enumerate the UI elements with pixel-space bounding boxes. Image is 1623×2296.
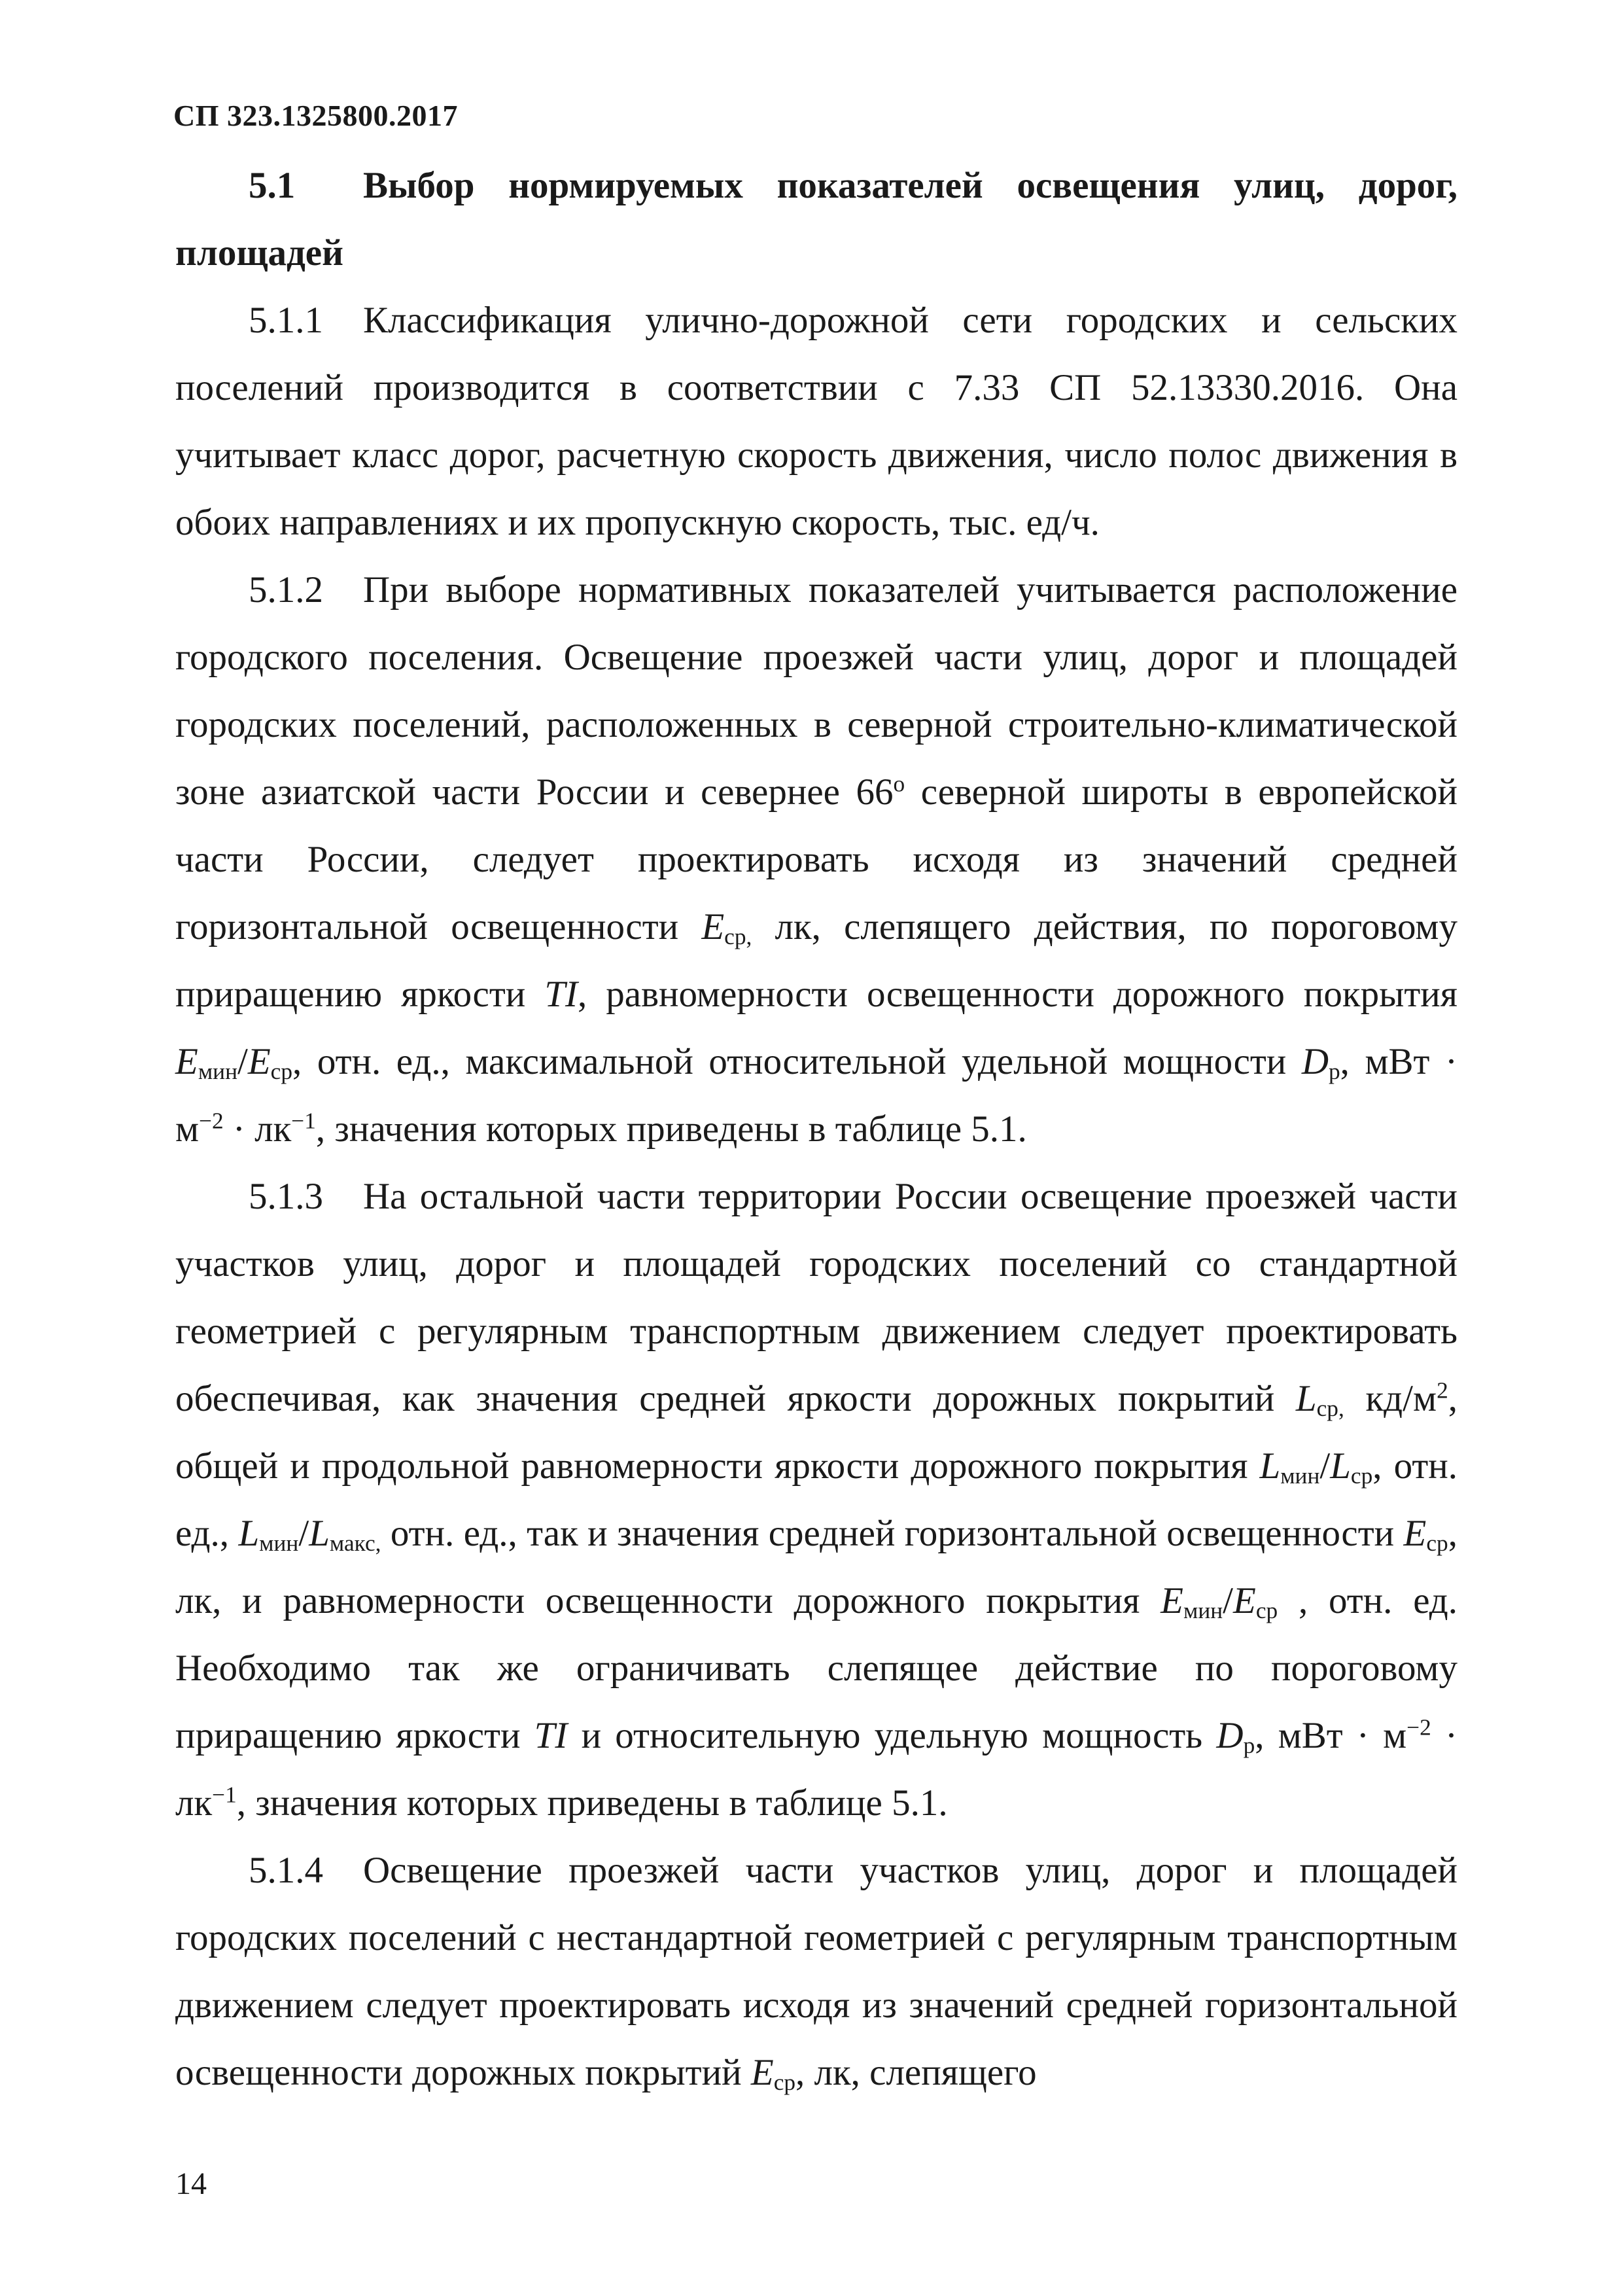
exponent: −2 xyxy=(199,1108,224,1134)
subscript: мин xyxy=(1280,1462,1320,1489)
text-run: , равномерности освещенности дорожного покрытия xyxy=(578,974,1457,1015)
symbol-l: L xyxy=(1295,1378,1317,1419)
page-number: 14 xyxy=(175,2166,207,2201)
subscript: ср xyxy=(1255,1597,1278,1623)
text-run: отн. ед., так и значения средней горизонтальной освещенности xyxy=(381,1513,1404,1554)
subscript: ср, xyxy=(724,923,752,949)
text-run: , мВт · м xyxy=(1255,1715,1407,1756)
page-content xyxy=(175,152,1457,2106)
text-run: , лк, слепящего xyxy=(795,2052,1037,2093)
symbol-d: D xyxy=(1301,1041,1329,1082)
text-run: , отн. ед. Необходимо так же ограничивать слепящее действие по пороговому приращению яркости xyxy=(175,1580,1457,1756)
symbol-e: E xyxy=(1233,1580,1256,1621)
exponent: −1 xyxy=(212,1782,237,1808)
text-run: , значения которых приведены в таблице 5.1. xyxy=(315,1108,1027,1150)
subscript: ср xyxy=(773,2069,796,2095)
section-title: Выбор нормируемых показателей освещения улиц, дорог, площадей xyxy=(175,165,1457,274)
symbol-l: L xyxy=(309,1513,330,1554)
subscript: ср xyxy=(270,1058,293,1084)
symbol-e: E xyxy=(175,1041,198,1082)
paragraph-number: 5.1.4 xyxy=(249,1850,323,1891)
symbol-d: D xyxy=(1216,1715,1244,1756)
symbol-e: E xyxy=(247,1041,271,1082)
symbol-ti: TI xyxy=(544,974,578,1015)
subscript: p xyxy=(1329,1058,1340,1084)
symbol-e: E xyxy=(750,2052,774,2093)
text-run: , отн. ед., xyxy=(175,1445,1457,1554)
subscript: мин xyxy=(198,1058,237,1084)
degree-mark: о xyxy=(893,771,905,797)
subscript: p xyxy=(1243,1732,1255,1758)
subscript: макс, xyxy=(329,1530,381,1556)
slash: / xyxy=(1319,1445,1331,1487)
paragraph-5-1-3 xyxy=(175,1163,1457,1837)
text-run: Освещение проезжей части участков улиц, дорог и площадей городских поселений с нестандартной геометрией с регулярным транспортным движением следует проектировать исходя из значений средней горизонтальной освещенности дорожных покрытий xyxy=(175,1850,1457,2093)
symbol-e: E xyxy=(1161,1580,1183,1621)
symbol-l: L xyxy=(1259,1445,1281,1487)
paragraph-number: 5.1.3 xyxy=(249,1176,323,1217)
text-run: , значения которых приведены в таблице 5.1. xyxy=(236,1782,948,1824)
document-code-header: СП 323.1325800.2017 xyxy=(173,99,458,132)
symbol-l: L xyxy=(1330,1445,1351,1487)
paragraph-number: 5.1.1 xyxy=(249,300,323,341)
subscript: мин xyxy=(1183,1597,1223,1623)
text-run: На остальной части территории России освещение проезжей части участков улиц, дорог и площадей городских поселений со стандартной геометрией с регулярным транспортным движением следует проектировать обеспечивая, как значения средней яркости дорожных покрытий xyxy=(175,1176,1457,1419)
subscript: мин xyxy=(259,1530,299,1556)
text-run: , лк, и равномерности освещенности дорожного покрытия xyxy=(175,1513,1457,1621)
text-run: , общей и продольной равномерности яркости дорожного покрытия xyxy=(175,1378,1457,1487)
text-run: кд/м xyxy=(1344,1378,1437,1419)
section-heading xyxy=(175,152,1457,287)
paragraph-number: 5.1.2 xyxy=(249,569,323,610)
slash: / xyxy=(298,1513,309,1554)
text-run: , отн. ед., максимальной относительной удельной мощности xyxy=(292,1041,1302,1082)
subscript: ср xyxy=(1426,1530,1448,1556)
subscript: ср, xyxy=(1316,1395,1344,1421)
text-run: · лк xyxy=(223,1108,292,1150)
text-run: лк, слепящего действия, по пороговому приращению яркости xyxy=(175,906,1457,1015)
symbol-e: E xyxy=(1403,1513,1427,1554)
paragraph-5-1-1 xyxy=(175,287,1457,556)
symbol-l: L xyxy=(238,1513,260,1554)
slash: / xyxy=(1223,1580,1234,1621)
text-run: и относительную удельную мощность xyxy=(567,1715,1217,1756)
symbol-e: E xyxy=(701,906,725,947)
symbol-ti: TI xyxy=(534,1715,568,1756)
paragraph-5-1-4 xyxy=(175,1837,1457,2106)
section-number: 5.1 xyxy=(249,165,296,206)
paragraph-text: Классификация улично-дорожной сети городских и сельских поселений производится в соответствии с 7.33 СП 52.13330.2016. Она учитывает класс дорог, расчетную скорость движения, число полос движения в обоих направлениях и их пропускную скорость, тыс. ед/ч. xyxy=(175,300,1457,543)
text-run: · лк xyxy=(175,1715,1457,1824)
text-run: При выборе нормативных показателей учитывается расположение городского поселения. Освещение проезжей части улиц, дорог и площадей городских поселений, расположенных в северной строительно-климатической зоне азиатской части России и севернее 66 xyxy=(175,569,1457,813)
exponent: 2 xyxy=(1437,1377,1448,1404)
paragraph-5-1-2 xyxy=(175,556,1457,1163)
text-run: , мВт · м xyxy=(175,1041,1457,1150)
text-run: северной широты в европейской части России, следует проектировать исходя из значений средней горизонтальной освещенности xyxy=(175,771,1457,947)
slash: / xyxy=(237,1041,248,1082)
subscript: ср xyxy=(1350,1462,1373,1489)
exponent: −2 xyxy=(1406,1714,1431,1740)
exponent: −1 xyxy=(291,1108,316,1134)
